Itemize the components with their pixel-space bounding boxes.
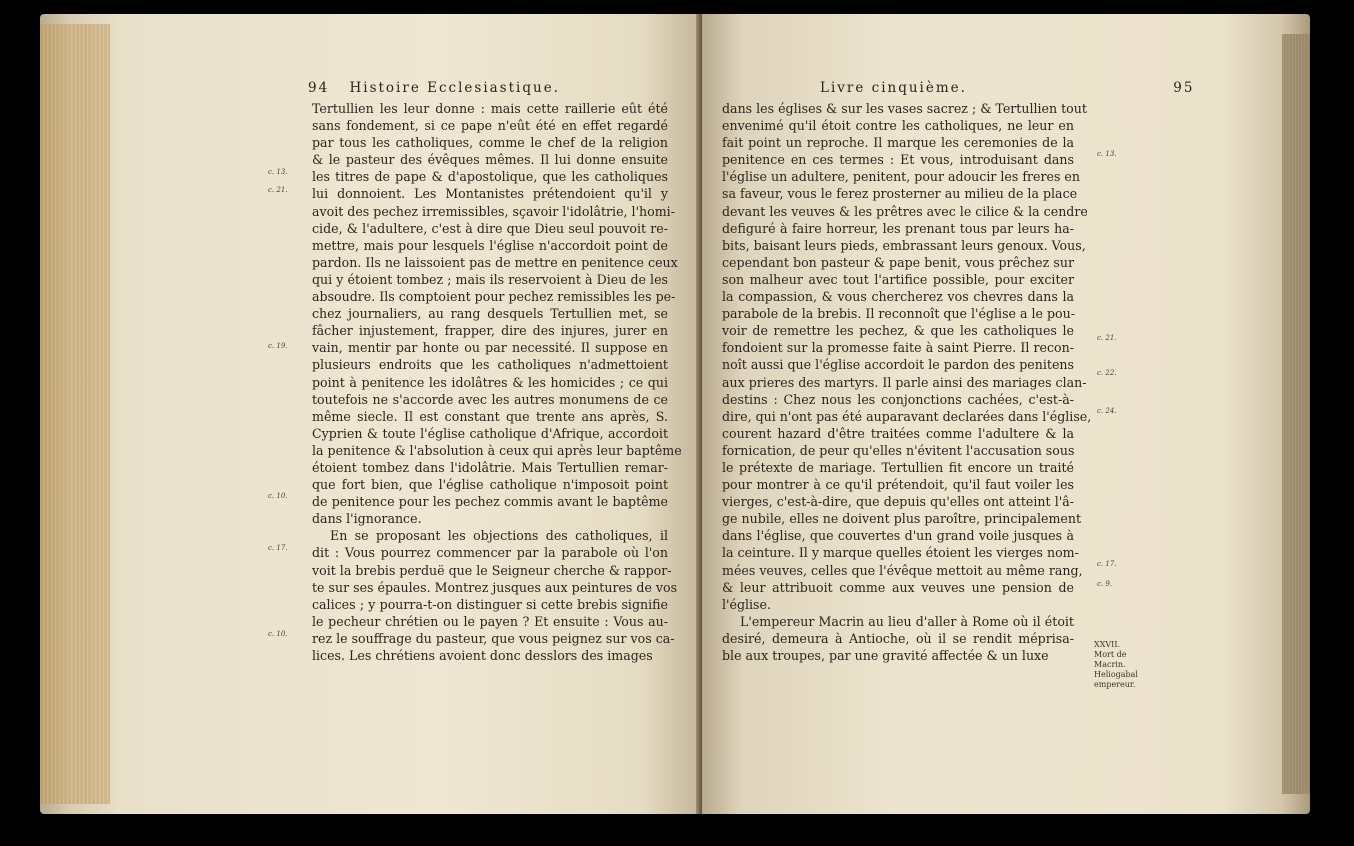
text-line: que fort bien, que l'église catholique n'imposoit point [312, 477, 668, 493]
text-line: pour montrer à ce qu'il prétendoit, qu'il faut voiler les [722, 477, 1074, 493]
text-line: dans les églises & sur les vases sacrez ; & Tertullien tout [722, 101, 1087, 116]
text-line: Cyprien & toute l'église catholique d'Afrique, accordoit [312, 425, 668, 441]
text-line: Tertullien les leur donne : mais cette raillerie eût été [312, 101, 668, 116]
text-line: ble aux troupes, par une gravité affectée & un luxe [722, 648, 1049, 663]
left-running-head [308, 80, 560, 96]
text-line: courent hazard d'être traitées comme l'adultere & la [722, 425, 1074, 441]
text-line: devant les veuves & les prêtres avec le cilice & la cendre [722, 203, 1088, 219]
text-line: dans l'église, que couvertes d'un grand voile jusques à [722, 528, 1074, 544]
text-line: la ceinture. Il y marque quelles étoient les vierges nom- [722, 545, 1079, 561]
open-book [40, 14, 1310, 834]
text-line: dit : Vous pourrez commencer par la parabole où l'on [312, 545, 668, 561]
text-line: calices ; y pourra-t-on distinguer si cette brebis signifie [312, 596, 668, 612]
text-line: qui y étoient tombez ; mais ils reservoient à Dieu de les [312, 271, 668, 287]
text-line: noît aussi que l'église accordoit le pardon des penitens [722, 357, 1074, 373]
left-text-block [312, 100, 682, 664]
text-line: son malheur avec tout l'artifice possible, pour exciter [722, 271, 1074, 287]
text-line: voir de remettre les pechez, & que les catholiques le [722, 323, 1074, 339]
left-page [40, 14, 700, 814]
text-line: aux prieres des martyrs. Il parle ainsi des mariages clan- [722, 374, 1087, 390]
text-line: parabole de la brebis. Il reconnoît que l'église a le pou- [722, 306, 1076, 322]
text-line: le prétexte de mariage. Tertullien fit encore un traité [722, 459, 1074, 475]
right-page [702, 14, 1310, 814]
text-line: absoudre. Ils comptoient pour pechez remissibles les pe- [312, 289, 676, 305]
text-line: En se proposant les objections des catholiques, il [330, 528, 668, 544]
text-line: les titres de pape & d'apostolique, que les catholiques [312, 169, 668, 185]
left-running-title: Histoire Ecclesiastique. [349, 80, 560, 96]
left-page-edges [40, 24, 110, 804]
text-line: étoient tombez dans l'idolâtrie. Mais Tertullien remar- [312, 459, 668, 475]
margin-note: c. 10. [268, 492, 288, 500]
side-title-number: XXVII. [1094, 640, 1121, 649]
margin-note: c. 13. [1097, 150, 1117, 158]
text-line: toutefois ne s'accorde avec les autres monumens de ce [312, 391, 668, 407]
text-line: de penitence pour les pechez commis avant le baptême [312, 494, 668, 510]
text-line: sa faveur, vous le ferez prosterner au milieu de la place [722, 186, 1078, 202]
text-line: lui donnoient. Les Montanistes prétendoient qu'il y [312, 186, 668, 202]
text-line: destins : Chez nous les conjonctions cachées, c'est-à- [722, 391, 1074, 407]
margin-note: c. 24. [1097, 407, 1117, 415]
text-line: sans fondement, si ce pape n'eût été en effet regardé [312, 118, 668, 134]
text-line: bits, baisant leurs pieds, embrassant leurs genoux. Vous, [722, 237, 1086, 253]
margin-note: c. 13. [268, 168, 288, 176]
text-line: rez le souffrage du pasteur, que vous peignez sur vos ca- [312, 630, 675, 646]
text-line: vain, mentir par honte ou par necessité. Il suppose en [312, 340, 668, 356]
text-line: chez journaliers, au rang desquels Tertullien met, se [312, 306, 668, 322]
right-running-title: Livre cinquième. [820, 80, 967, 96]
text-line: l'église un adultere, penitent, pour adoucir les freres en [722, 169, 1080, 185]
text-line: voit la brebis perduë que le Seigneur cherche & rappor- [312, 562, 672, 578]
text-line: fondoient sur la promesse faite à saint Pierre. Il recon- [722, 340, 1074, 356]
text-line: dire, qui n'ont pas été auparavant declarées dans l'église, [722, 408, 1092, 424]
right-page-number: 95 [1173, 80, 1195, 96]
text-line: fornication, de peur qu'elles n'évitent l'accusation sous [722, 442, 1075, 458]
text-line: dans l'ignorance. [312, 511, 422, 527]
text-line: desiré, demeura à Antioche, où il se rendit méprisa- [722, 630, 1074, 646]
text-line: par tous les catholiques, comme le chef de la religion [312, 135, 668, 151]
text-line: fâcher injustement, frapper, dire des injures, jurer en [312, 323, 668, 339]
text-line: mées veuves, celles que l'évêque mettoit au même rang, [722, 562, 1083, 578]
margin-note: c. 21. [1097, 334, 1117, 342]
text-line: la penitence & l'absolution à ceux qui après leur baptême [312, 442, 682, 458]
text-line: pardon. Ils ne laissoient pas de mettre en penitence ceux [312, 254, 678, 270]
text-line: te sur ses épaules. Montrez jusques aux peintures de vos [312, 579, 678, 595]
text-line: avoit des pechez irremissibles, sçavoir l'idolâtrie, l'homi- [312, 203, 675, 219]
text-line: L'empereur Macrin au lieu d'aller à Rome où il étoit [740, 613, 1074, 629]
right-text-block [722, 100, 1092, 664]
text-line: point à penitence les idolâtres & les homicides ; ce qui [312, 374, 668, 390]
text-line: vierges, c'est-à-dire, que depuis qu'elles ont atteint l'â- [722, 494, 1074, 510]
right-page-edges [1282, 34, 1310, 794]
text-line: la compassion, & vous chercherez vos chevres dans la [722, 289, 1074, 305]
text-line: mettre, mais pour lesquels l'église n'accordoit point de [312, 237, 668, 253]
text-line: envenimé qu'il étoit contre les catholiques, ne leur en [722, 118, 1074, 134]
side-title [1094, 640, 1154, 690]
margin-note: c. 10. [268, 630, 288, 638]
text-line: l'église. [722, 596, 771, 612]
text-line: & leur attribuoit comme aux veuves une pension de [722, 579, 1074, 595]
margin-note: c. 19. [268, 342, 288, 350]
text-line: ge nubile, elles ne doivent plus paroître, principalement [722, 511, 1082, 527]
text-line: cide, & l'adultere, c'est à dire que Dieu seul pouvoit re- [312, 220, 668, 236]
left-page-number: 94 [308, 80, 330, 96]
text-line: fait point un reproche. Il marque les ceremonies de la [722, 135, 1074, 151]
text-line: lices. Les chrétiens avoient donc desslors des images [312, 648, 653, 663]
text-line: le pecheur chrétien ou le payen ? Et ensuite : Vous au- [312, 613, 668, 629]
margin-note: c. 17. [268, 544, 288, 552]
text-line: defiguré à faire horreur, les prenant tous par leurs ha- [722, 220, 1074, 236]
text-line: & le pasteur des évêques mêmes. Il lui donne ensuite [312, 152, 668, 168]
margin-note: c. 21. [268, 186, 288, 194]
text-line: cependant bon pasteur & pape benit, vous prêchez sur [722, 254, 1074, 270]
text-line: même siecle. Il est constant que trente ans après, S. [312, 408, 668, 424]
margin-note: c. 17. [1097, 560, 1117, 568]
side-title-text: Mort de Macrin. Heliogabal empereur. [1094, 650, 1138, 689]
text-line: penitence en ces termes : Et vous, introduisant dans [722, 152, 1074, 168]
margin-note: c. 9. [1097, 580, 1113, 588]
margin-note: c. 22. [1097, 369, 1117, 377]
right-running-head [820, 80, 1194, 96]
text-line: plusieurs endroits que les catholiques n'admettoient [312, 357, 668, 373]
